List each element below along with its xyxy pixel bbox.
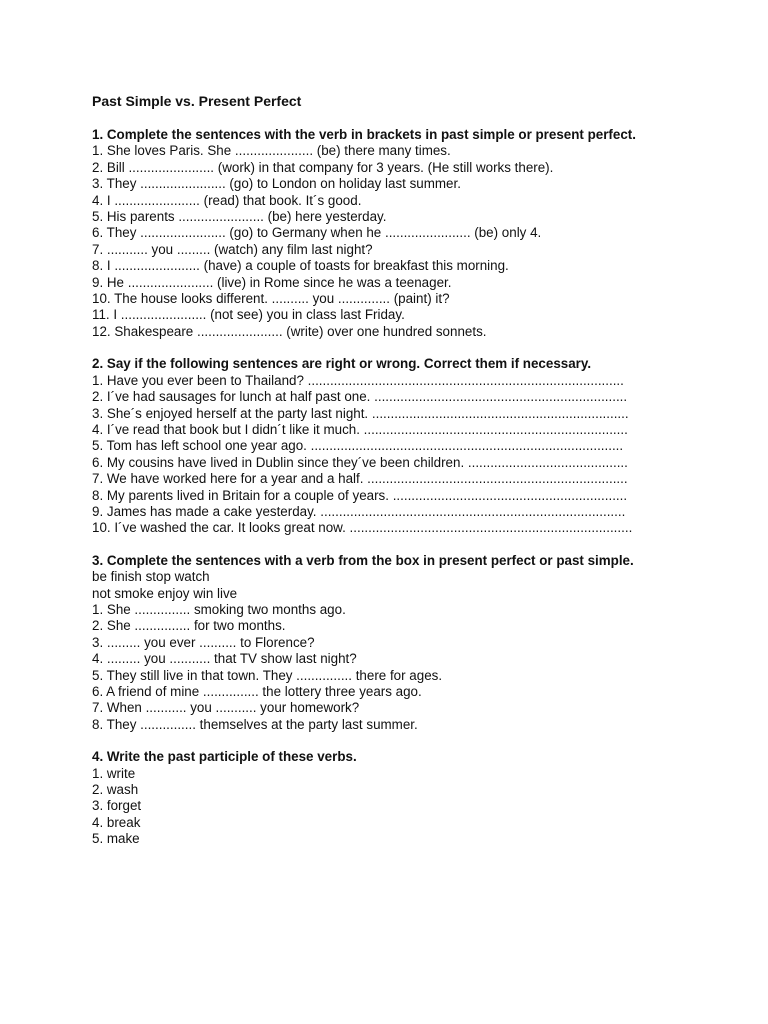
exercise-line: 9. He ....................... (live) in Rome since he was a teenager. [92,274,452,290]
exercise-line: 7. When ........... you ........... your homework? [92,700,360,716]
exercise-line: 8. They ............... themselves at the party last summer. [92,716,418,732]
exercise-line: not smoke enjoy win live [92,585,238,601]
exercise-line: 1. She loves Paris. She ..................... (be) there many times. [92,143,451,159]
exercise-line: 4. I ....................... (read) that book. It´s good. [92,192,362,208]
exercise-line: 4. ......... you ........... that TV show last night? [92,651,357,667]
worksheet [92,92,692,864]
exercise-line: 5. make [92,831,140,847]
exercise-line: 1. She ............... smoking two months ago. [92,601,346,617]
worksheet-title: Past Simple vs. Present Perfect [92,93,302,109]
exercise-line: 12. Shakespeare ....................... (write) over one hundred sonnets. [92,323,487,339]
exercise-line: 2. Bill ....................... (work) in that company for 3 years. (He still works there). [92,159,554,175]
exercise-line: 2. She ............... for two months. [92,618,286,634]
exercise-line: 3. They ....................... (go) to London on holiday last summer. [92,176,461,192]
exercise-section-4 [92,749,692,847]
exercise-line: 5. Tom has left school one year ago. .................................................................................... [92,438,624,454]
exercise-line: 11. I ....................... (not see) you in class last Friday. [92,307,405,323]
exercise-line: 6. They ....................... (go) to Germany when he ....................... (be) only 4. [92,225,542,241]
exercise-sections [92,127,692,848]
exercise-heading: 3. Complete the sentences with a verb from the box in present perfect or past simple. [92,552,634,568]
exercise-section-3 [92,553,692,733]
exercise-line: 8. My parents lived in Britain for a couple of years. ............................................................... [92,487,628,503]
exercise-line: 7. ........... you ......... (watch) any film last night? [92,241,373,257]
exercise-line: 7. We have worked here for a year and a half. ...................................................................... [92,471,628,487]
exercise-line: 2. wash [92,782,139,798]
exercise-line: 6. My cousins have lived in Dublin since they´ve been children. ........................................... [92,454,628,470]
exercise-heading: 4. Write the past participle of these verbs. [92,749,357,765]
exercise-line: 10. The house looks different. .......... you .............. (paint) it? [92,291,450,307]
exercise-line: 1. write [92,765,136,781]
exercise-line: 5. They still live in that town. They ............... there for ages. [92,667,443,683]
exercise-section-2 [92,356,692,536]
exercise-heading: 2. Say if the following sentences are right or wrong. Correct them if necessary. [92,356,592,372]
exercise-line: 10. I´ve washed the car. It looks great now. ............................................................................ [92,520,633,536]
exercise-section-1 [92,127,692,340]
exercise-line: 3. ......... you ever .......... to Florence? [92,634,315,650]
exercise-line: 9. James has made a cake yesterday. .................................................................................. [92,503,626,519]
exercise-line: 3. forget [92,798,142,814]
exercise-line: 4. break [92,814,141,830]
exercise-line: 8. I ....................... (have) a couple of toasts for breakfast this morning. [92,258,509,274]
exercise-line: 2. I´ve had sausages for lunch at half past one. .................................................................... [92,389,628,405]
exercise-line: 4. I´ve read that book but I didn´t like it much. ....................................................................... [92,421,628,437]
exercise-line: 1. Have you ever been to Thailand? ..................................................................................... [92,372,624,388]
exercise-line: 3. She´s enjoyed herself at the party last night. ..................................................................... [92,405,629,421]
exercise-line: 6. A friend of mine ............... the lottery three years ago. [92,684,422,699]
exercise-heading: 1. Complete the sentences with the verb in brackets in past simple or present perfect. [92,127,636,142]
exercise-line: be finish stop watch [92,569,210,585]
exercise-line: 5. His parents ....................... (be) here yesterday. [92,209,387,225]
